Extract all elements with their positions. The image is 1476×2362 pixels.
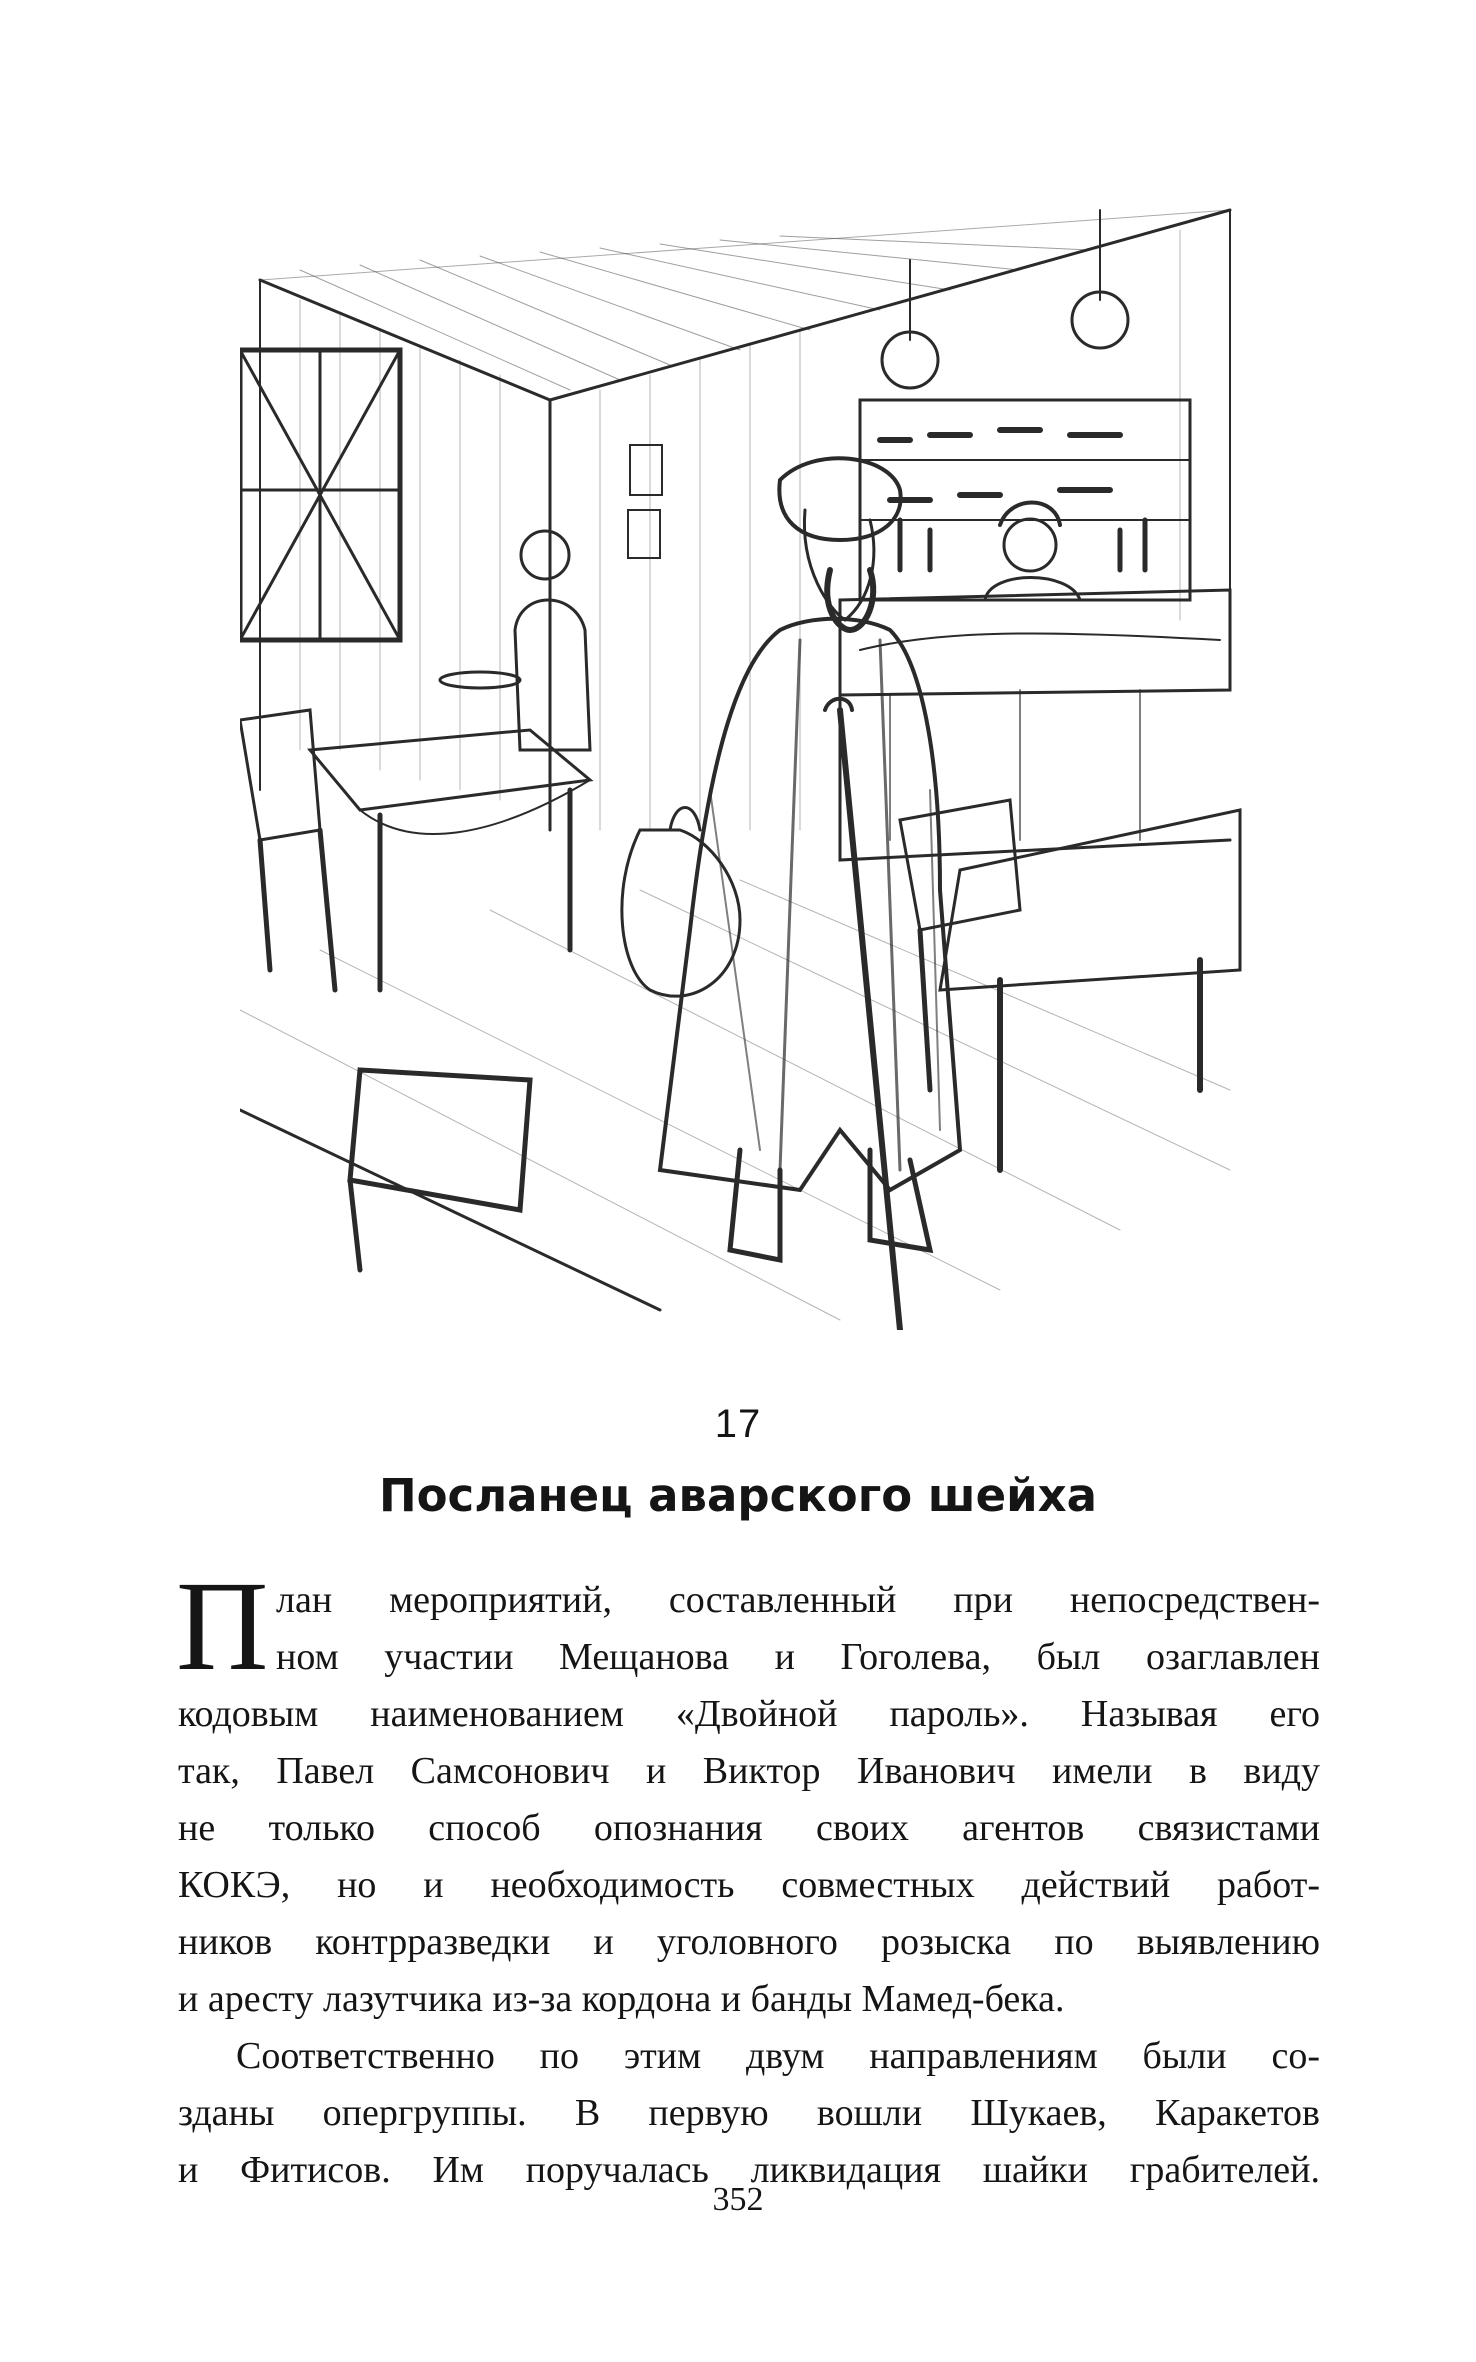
text-line: ников контрразведки и уголовного розыска по выявлению	[178, 1921, 1320, 1963]
text-line: и аресту лазутчика из-за кордона и банды Мамед-бека.	[178, 1978, 1065, 2020]
drop-cap-letter: П	[176, 1555, 269, 1697]
chapter-body-text	[176, 1555, 1320, 2199]
chapter-title: Посланец аварского шейха	[378, 1469, 1098, 1522]
chapter-illustration	[240, 190, 1260, 1330]
page-number: 352	[712, 2181, 764, 2218]
text-line: кодовым наименованием «Двойной пароль». Называя его	[178, 1693, 1320, 1735]
chapter-number: 17	[714, 1402, 762, 1446]
text-line: Соответственно по этим двум направлениям были со-	[236, 2035, 1320, 2077]
text-line: КОКЭ, но и необходимость совместных действий работ-	[178, 1864, 1320, 1906]
text-line: зданы опергруппы. В первую вошли Шукаев, Каракетов	[178, 2092, 1320, 2134]
text-line: так, Павел Самсонович и Виктор Иванович имели в виду	[178, 1750, 1320, 1792]
tavern-sketch-image	[240, 190, 1260, 1330]
text-line: не только способ опознания своих агентов связистами	[178, 1807, 1320, 1849]
text-line: ном участии Мещанова и Гоголева, был озаглавлен	[276, 1636, 1320, 1678]
text-line: и Фитисов. Им поручалась ликвидация шайки грабителей.	[178, 2149, 1320, 2191]
text-line: лан мероприятий, составленный при непосредствен-	[276, 1579, 1320, 1621]
